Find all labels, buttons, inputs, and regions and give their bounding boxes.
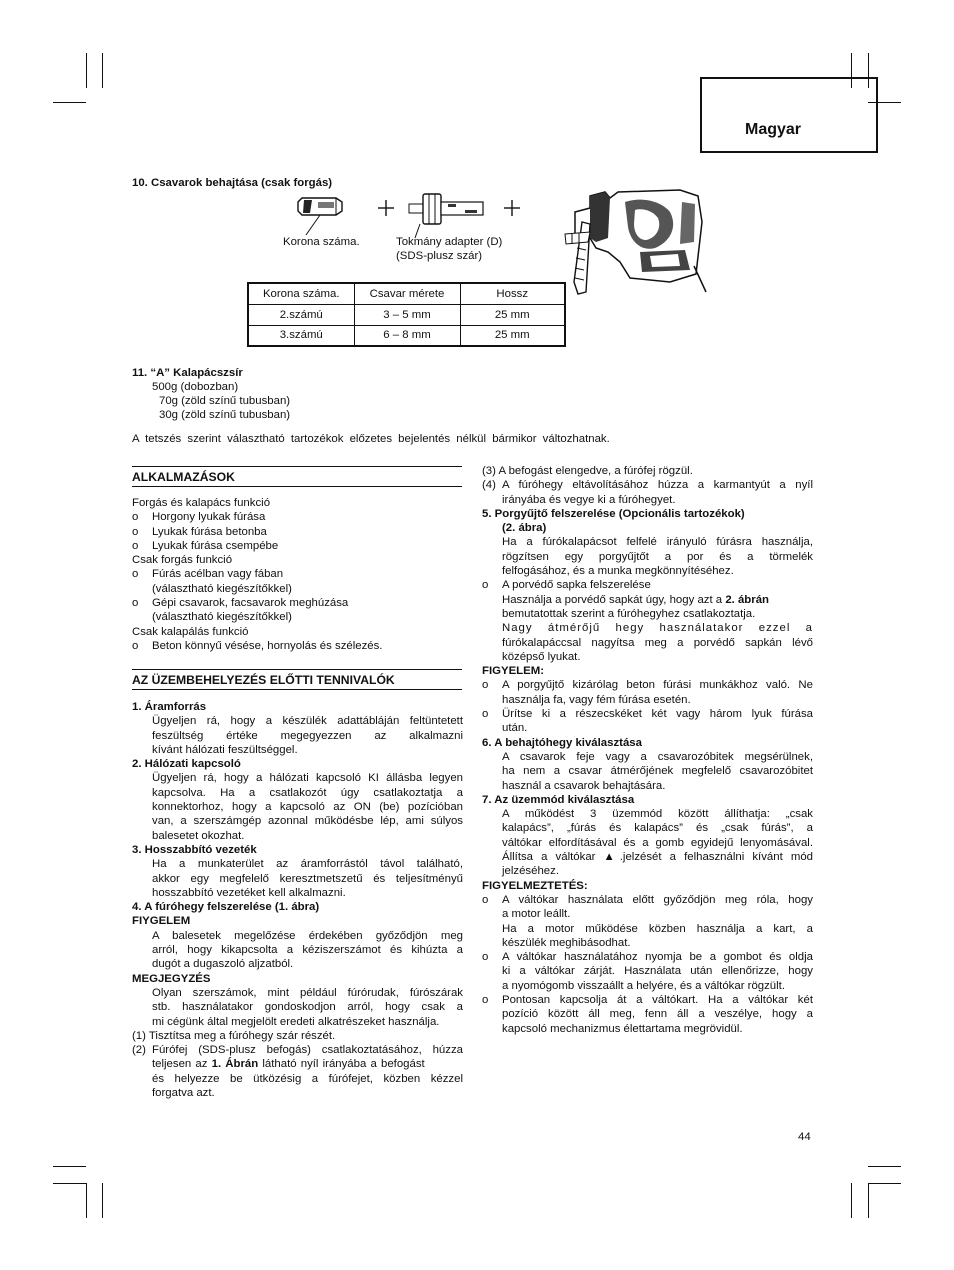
paragraph-line: Ha a fúrókalapácsot felfelé irányuló fúrásra használja, [502,536,813,549]
step-text: A fúróhegy eltávolításához húzza a karmantyút a nyíl [502,479,813,492]
section-title-preparation: AZ ÜZEMBEHELYEZÉS ELŐTTI TENNIVALÓK [132,669,462,690]
step-text: látható nyíl irányába a befogást [258,1058,425,1071]
language-label-box [700,77,878,153]
paragraph-line: mi cégünk által megjelölt eredeti alkatrészeket használja. [152,1015,440,1028]
grease-line: 500g (dobozban) [152,381,239,393]
accessory-notice: A tetszés szerint választható tartozékok előzetes bejelentés nélkül bármikor változhatnak. [132,433,610,445]
list-item: o A porvédő sapka felszerelése [482,578,813,592]
crop-mark [102,1183,103,1218]
list-heading: Csak forgás funkció [132,554,233,567]
paragraph-line: váltókar elfordításával és a gomb egyidejű lenyomásával. [502,836,813,849]
crop-mark [851,1183,852,1218]
list-item-cont: a nyomógomb visszaállt a helyére, és a váltókar rögzült. [502,979,786,992]
paragraph-line: kívánt hálózati feszültséggel. [152,743,298,756]
list-item-note: (választható kiegészítőkkel) [152,582,292,595]
list-item-cont: ki a váltókar zárját. Használata után ellenőrizze, hogy [502,965,813,978]
paragraph-line: rögzítsen egy porgyűjtőt a por és a törmelék [502,550,813,563]
caution-label: FIGYELEM: [482,665,545,678]
page-number: 44 [798,1131,811,1143]
subsection-title: 7. Az üzemmód kiválasztása [482,793,635,806]
table-cell: 6 – 8 mm [354,325,460,346]
paragraph-text: Használja a porvédő sapkát úgy, hogy azt a [502,593,726,606]
paragraph-line: Ügyeljen rá, hogy a hálózati kapcsoló KI állásba legyen [152,772,463,785]
paragraph-line: A balesetek megelőzése érdekében győződjön meg [152,929,463,942]
paragraph-line: kapcsolva. Ha a csatlakozót úgy csatlakoztatja a [152,786,463,799]
step-line: forgatva azt. [152,1087,215,1100]
list-item-cont: használja fa, vagy fém fúrása esetén. [502,693,691,706]
paragraph-line: A csavarok feje vagy a csavarozóbitek megsérülnek, [502,750,813,763]
table-cell: 25 mm [460,304,565,325]
paragraph-line: Állítsa a váltókar ▲.jelzését a felhasználni kívánt mód [502,851,813,864]
table-header-cell: Hossz [460,283,565,304]
table-cell: 3.számú [248,325,354,346]
list-item-cont: készülék meghibásodhat. [502,936,631,949]
paragraph-line: feszültség értéke megegyezzen az alkalmazni [152,729,463,742]
step-line: (3) A befogást elengedve, a fúrófej rögzül. [482,465,693,477]
list-item-cont: után. [502,722,528,735]
step-text: teljesen az [152,1058,212,1071]
hammer-drill-illustration [565,190,706,294]
table-cell: 25 mm [460,325,565,346]
paragraph-line: balesetet okozhat. [152,829,245,842]
subsection-title: (2. ábra) [502,522,547,535]
subsection-title: 2. Hálózati kapcsoló [132,758,241,771]
list-item: o Pontosan kapcsolja át a váltókart. Ha a váltókar két [482,993,813,1007]
grease-line: 30g (zöld színű tubusban) [159,409,291,421]
crop-mark [53,1166,86,1167]
paragraph-line: van, a szerszámgép azonnal működésbe lép, ami súlyos [152,815,463,828]
step-line [132,1043,463,1057]
crop-mark [86,1183,87,1218]
step-number: (2) [132,1044,146,1057]
list-item-cont: kapcsoló mechanizmus élettartama megrövidül. [502,1022,743,1035]
paragraph-line: kalapács”, „fúrás és kalapács” és „csak fúrás”, a [502,822,813,835]
step-text: Fúrófej (SDS-plusz befogás) csatlakoztatásához, húzza [152,1044,463,1057]
paragraph-line: stb. használatakor gondoskodjon arról, hogy csak a [152,1001,463,1014]
caption-adapter-line2: (SDS-plusz szár) [396,250,483,262]
language-label: Magyar [745,121,802,138]
paragraph-line: akkor egy megfelelő keresztmetszetű és teljesítményű [152,872,463,885]
subsection-title: 6. A behajtóhegy kiválasztása [482,736,642,749]
item10-title: 10. Csavarok behajtása (csak forgás) [132,177,333,189]
caption-adapter-line1: Tokmány adapter (D) [396,236,503,248]
crop-mark [53,1183,86,1184]
table-row [248,325,565,346]
paragraph-line: Ha a munkaterület az áramforrástól távol található, [152,858,463,871]
list-item: o Ürítse ki a részecskéket két vagy három lyuk fúrása [482,707,813,721]
crown-size-table [247,282,566,347]
note-label: MEGJEGYZÉS [132,972,211,985]
list-item-cont: Ha a motor működése közben használja a kart, a [502,922,813,935]
crown-bit-illustration [298,198,342,235]
right-column-text [482,464,813,1036]
list-item: o A porgyűjtő kizárólag beton fúrási munkákhoz való. Ne [482,678,813,692]
subsection-title: 4. A fúróhegy felszerelése (1. ábra) [132,901,320,914]
warning-label: FIGYELMEZTETÉS: [482,879,588,892]
step-line [482,478,813,492]
list-item-cont: pozíció között áll meg, fenn áll a veszélye, hogy a [502,1008,813,1021]
paragraph-line: dugót a dugaszoló aljzatból. [152,958,294,971]
paragraph-line: fúrókalapáccsal nagyítsa meg a porvédő sapkán lévő [502,636,813,649]
step-line: és helyezze be ütközésig a fúrófejet, közben kézzel [152,1072,463,1085]
caution-label: FIYGELEM [132,915,191,928]
paragraph-line: A működést 3 üzemmód között állíthatja: „csak [502,808,813,821]
paragraph-line: felfogásához, és a munka megkönnyítéséhez. [502,565,734,578]
caption-crown: Korona száma. [283,236,360,248]
crop-mark [53,102,86,103]
preparation-text [132,700,463,1100]
table-header-cell: Csavar mérete [354,283,460,304]
crop-mark [86,53,87,88]
list-item: o A váltókar használata előtt győződjön meg róla, hogy [482,893,813,907]
paragraph-line: bemutatottak szerint a fúróhegyhez csatlakoztatja. [502,607,756,620]
list-item: o Fúrás acélban vagy fában [132,567,463,581]
crop-mark [868,1183,869,1218]
list-item-note: (választható kiegészítőkkel) [152,611,292,624]
paragraph-line: arról, hogy kikapcsolta a kéziszerszámot és kihúzta a [152,944,463,957]
paragraph-line [482,593,813,607]
paragraph-line: használ a csavarok behajtására. [502,779,666,792]
item11-title: 11. “A” Kalapácszsír [132,367,243,379]
subsection-title: 5. Porgyűjtő felszerelése (Opcionális tartozékok) [482,507,745,520]
list-item-cont: a motor leállt. [502,908,571,921]
list-item: o A váltókar használatához nyomja be a gombot és oldja [482,950,813,964]
table-row [248,304,565,325]
crop-mark [868,1166,901,1167]
step-number: (4) [482,479,496,492]
crop-mark [102,53,103,88]
chuck-adapter-illustration [409,194,483,238]
list-item: o Lyukak fúrása betonba [132,525,463,539]
list-item: o Gépi csavarok, facsavarok meghúzása [132,596,463,610]
list-item: o Horgony lyukak fúrása [132,510,463,524]
list-item: o Beton könnyű vésése, hornyolás és szélezés. [132,639,463,653]
figure-reference: 2. ábrán [725,593,769,606]
step-line: (1) Tisztítsa meg a fúróhegy szár részét. [132,1029,336,1042]
paragraph-line: Olyan szerszámok, mint például fúrórudak, fúrószárak [152,986,463,999]
section-title-applications: ALKALMAZÁSOK [132,466,462,487]
crop-mark [868,1183,901,1184]
paragraph-line: hosszabbító vezetéket kell alkalmazni. [152,886,346,899]
step-line: irányába és vegye ki a fúróhegyet. [502,493,676,506]
table-header-cell: Korona száma. [248,283,354,304]
figure-reference: 1. Ábrán [211,1058,259,1071]
step-line [132,1057,463,1071]
subsection-title: 1. Áramforrás [132,701,207,713]
paragraph-line: Nagy átmérőjű hegy használatakor ezzel a [502,622,813,635]
list-heading: Forgás és kalapács funkció [132,497,271,509]
subsection-title: 3. Hosszabbító vezeték [132,843,257,856]
table-header-row [248,283,565,304]
applications-list [132,496,463,653]
paragraph-line: ha nem a csavar átmérőjének megfelelő csavarozóbitet [502,765,813,778]
paragraph-line: középső lyukat. [502,650,581,663]
list-item: o Lyukak fúrása csempébe [132,539,463,553]
paragraph-line: Ügyeljen rá, hogy a készülék adattábláján feltüntetett [152,715,463,728]
table-cell: 2.számú [248,304,354,325]
paragraph-line: konnektorhoz, hogy a kapcsoló az ON (be) pozícióban [152,801,463,814]
grease-line: 70g (zöld színű tubusban) [159,395,291,407]
table-cell: 3 – 5 mm [354,304,460,325]
paragraph-line: jelzéséhez. [502,865,559,878]
list-heading: Csak kalapálás funkció [132,625,249,638]
